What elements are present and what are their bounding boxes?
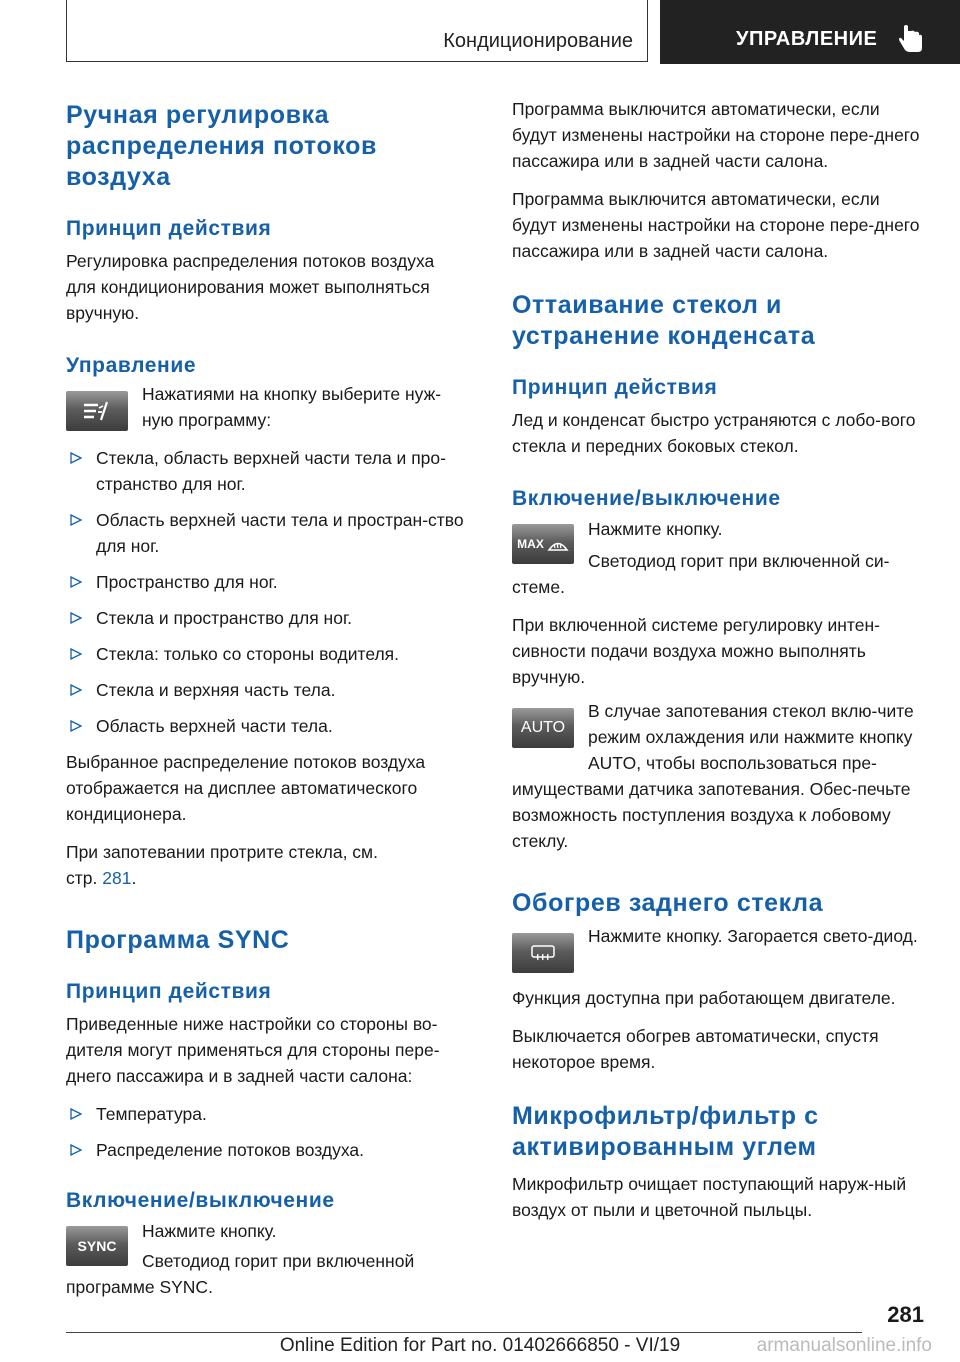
list-item: Стекла, область верхней части тела и про-странство для ног. bbox=[66, 445, 468, 497]
list-item: Распределение потоков воздуха. bbox=[66, 1137, 468, 1163]
heading-microfilter: Микрофильтр/фильтр с активированным углем bbox=[512, 1102, 819, 1161]
triangle-bullet-icon bbox=[70, 576, 82, 588]
windshield-defrost-icon bbox=[547, 535, 569, 553]
auto-button: AUTO bbox=[512, 708, 574, 748]
paragraph-auto: В случае запотевания стекол вклю-чите режим охлаждения или нажмите кнопку AUTO, чтобы воспользоваться пре-имуществами датчика запотевания. Обес-печьте возможность поступления воздуха к лобовому стеклу. bbox=[512, 702, 914, 851]
heading-on-off: Включение/выключение bbox=[512, 487, 781, 510]
list-item: Пространство для ног. bbox=[66, 569, 468, 595]
paragraph-defrost-principle: Лед и конденсат быстро устраняются с лобо-вого стекла и передних боковых стекол. bbox=[512, 410, 916, 456]
chapter-title: УПРАВЛЕНИЕ bbox=[736, 28, 878, 50]
rear-window-defrost-icon bbox=[530, 944, 556, 962]
page-number: 281 bbox=[887, 1302, 924, 1327]
heading-sync: Программа SYNC bbox=[66, 926, 290, 954]
air-distribution-icon bbox=[80, 400, 114, 422]
list-item: Стекла и верхняя часть тела. bbox=[66, 677, 468, 703]
paragraph-display: Выбранное распределение потоков воздуха отображается на дисплее автоматического кондиционера. bbox=[66, 752, 426, 824]
distribution-list bbox=[66, 445, 468, 739]
page-header bbox=[66, 0, 960, 64]
paragraph-rear-off: Выключается обогрев автоматически, спустя некоторое время. bbox=[512, 1026, 879, 1072]
sync-button: SYNC bbox=[66, 1226, 128, 1266]
right-column bbox=[512, 100, 926, 1235]
hand-pointer-icon bbox=[898, 24, 924, 54]
list-item: Область верхней части тела. bbox=[66, 713, 468, 739]
paragraph-microfilter: Микрофильтр очищает поступающий наруж-ный воздух от пыли и цветочной пыльцы. bbox=[512, 1174, 907, 1220]
paragraph-defrost-led: Светодиод горит при включенной си-стеме. bbox=[512, 551, 890, 597]
max-label: MAX bbox=[517, 537, 544, 551]
triangle-bullet-icon bbox=[70, 452, 82, 464]
rear-button-row bbox=[512, 927, 926, 977]
heading-defrost: Оттаивание стекол и устранение конденсата bbox=[512, 291, 816, 350]
air-distribution-button bbox=[66, 391, 128, 431]
paragraph-sync-off-1: Программа выключится автоматически, если будут изменены настройки на стороне пере-днего пассажира или в задней части салона. bbox=[512, 99, 920, 171]
paragraph-press: Нажмите кнопку. bbox=[142, 1221, 277, 1241]
sync-list bbox=[66, 1101, 468, 1163]
triangle-bullet-icon bbox=[70, 612, 82, 624]
heading-rear-window: Обогрев заднего стекла bbox=[512, 889, 824, 917]
page-link[interactable]: 281 bbox=[102, 868, 132, 888]
paragraph-rear-function: Функция доступна при работающем двигателе. bbox=[512, 988, 896, 1008]
heading-manual-distribution: Ручная регулировка распределения потоков воздуха bbox=[66, 101, 377, 191]
max-defrost-button bbox=[512, 524, 574, 564]
sync-button-row bbox=[66, 1220, 468, 1300]
paragraph-select-program: Нажатиями на кнопку выберите нуж-ную программу: bbox=[142, 385, 442, 430]
list-item: Стекла: только со стороны водителя. bbox=[66, 641, 468, 667]
paragraph-sync-led: Светодиод горит при включенной программе SYNC. bbox=[66, 1251, 415, 1297]
left-column bbox=[66, 100, 468, 1300]
heading-principle: Принцип действия bbox=[66, 980, 272, 1003]
watermark: armanualsonline.info bbox=[756, 1335, 932, 1356]
heading-principle: Принцип действия bbox=[512, 376, 718, 399]
chapter-tab bbox=[660, 0, 960, 64]
heading-control: Управление bbox=[66, 354, 197, 377]
paragraph-sync-off-2: Программа выключится автоматически, если будут изменены настройки на стороне пере-днего пассажира или в задней части салона. bbox=[512, 189, 920, 261]
list-item: Температура. bbox=[66, 1101, 468, 1127]
paragraph-rear-press: Нажмите кнопку. Загорается свето-диод. bbox=[588, 927, 918, 946]
triangle-bullet-icon bbox=[70, 720, 82, 732]
control-button-row bbox=[66, 385, 468, 445]
max-button-row bbox=[512, 518, 926, 612]
heading-on-off: Включение/выключение bbox=[66, 1189, 335, 1212]
triangle-bullet-icon bbox=[70, 1144, 82, 1156]
triangle-bullet-icon bbox=[70, 1108, 82, 1120]
rear-window-heating-button bbox=[512, 933, 574, 973]
paragraph-fogging: При запотевании протрите стекла, см. стр. 281. bbox=[66, 842, 378, 888]
triangle-bullet-icon bbox=[70, 684, 82, 696]
paragraph-principle: Регулировка распределения потоков воздуха для кондиционирования может выполняться вручную. bbox=[66, 251, 435, 323]
footer bbox=[0, 1335, 960, 1357]
triangle-bullet-icon bbox=[70, 648, 82, 660]
triangle-bullet-icon bbox=[70, 514, 82, 526]
footer-divider bbox=[66, 1332, 862, 1333]
paragraph-press: Нажмите кнопку. bbox=[588, 519, 723, 539]
heading-principle: Принцип действия bbox=[66, 217, 272, 240]
list-item: Область верхней части тела и простран-ство для ног. bbox=[66, 507, 468, 559]
section-title: Кондиционирование bbox=[66, 0, 648, 62]
list-item: Стекла и пространство для ног. bbox=[66, 605, 468, 631]
auto-button-row bbox=[512, 702, 926, 866]
edition-text: Online Edition for Part no. 01402666850 - VI/19 bbox=[279, 1335, 681, 1356]
paragraph-sync-principle: Приведенные ниже настройки со стороны во-дителя могут применяться для стороны пере-днего пассажира и в задней части салона: bbox=[66, 1014, 440, 1086]
paragraph-intensity: При включенной системе регулировку интен-сивности подачи воздуха можно выполнять вручную. bbox=[512, 615, 880, 687]
